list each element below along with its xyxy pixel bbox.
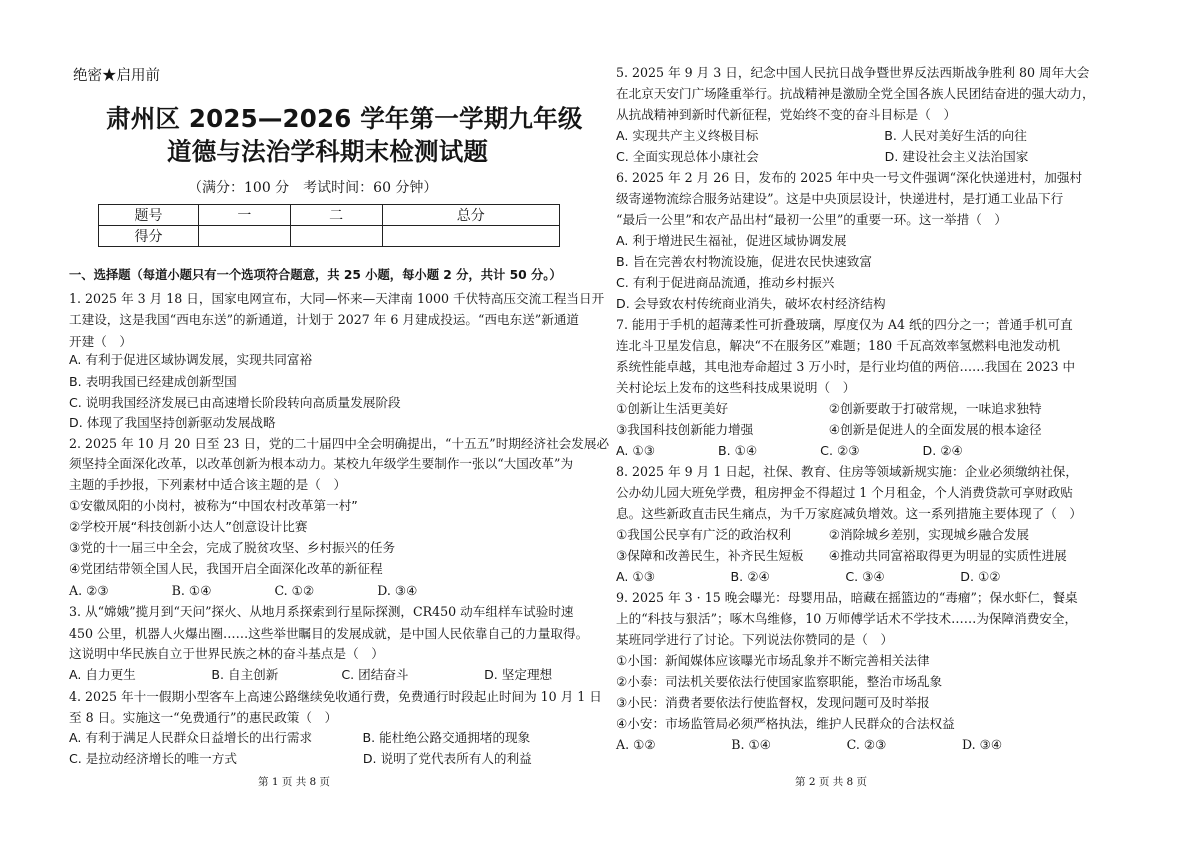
- question-line: 系统性能卓越，其电池寿命超过 3 万小时，是行业均值的两倍……我国在 2023 中: [616, 359, 1076, 374]
- question-line: “最后一公里”和农产品出村“最初一公里”的重要一环。这一举措（ ）: [616, 212, 1007, 227]
- question-line: 2. 2025 年 10 月 20 日至 23 日，党的二十届四中全会明确提出，“十五五”时期经济社会发展必: [69, 436, 610, 451]
- option-line: ③小民：消费者要依法行使监督权，发现问题可及时举报: [616, 695, 930, 710]
- answer-choices: A. ①② B. ①④ C. ②③ D. ③④: [616, 737, 1003, 752]
- option-line: ③保障和改善民生，补齐民生短板 ④推动共同富裕取得更为明显的实质性进展: [616, 548, 1067, 563]
- option-line: C. 是拉动经济增长的唯一方式 D. 说明了党代表所有人的利益: [69, 751, 532, 766]
- question-line: 息。这些新政直击民生痛点，为千万家庭减负增效。这一系列措施主要体现了（ ）: [616, 506, 1082, 521]
- page-footer: 第 2 页 共 8 页: [795, 776, 868, 788]
- question-line: 7. 能用于手机的超薄柔性可折叠玻璃，厚度仅为 A4 纸的四分之一；普通手机可直: [616, 317, 1073, 332]
- option-line: ③我国科技创新能力增强 ④创新是促进人的全面发展的根本途径: [616, 422, 1042, 437]
- question-line: 工建设，这是我国“西电东送”的新通道，计划于 2027 年 6 月建成投运。“西电东送”新通道: [69, 312, 580, 327]
- option-line: ①我国公民享有广泛的政治权利 ②消除城乡差别，实现城乡融合发展: [616, 527, 1029, 542]
- option-line: A. 有利于促进区域协调发展，实现共同富裕: [69, 352, 313, 367]
- option-line: A. 有利于满足人民群众日益增长的出行需求 B. 能杜绝公路交通拥堵的现象: [69, 730, 531, 745]
- exam-info: （满分：100 分 考试时间：60 分钟）: [188, 180, 438, 196]
- question-line: 450 公里，机器人火爆出圈……这些举世瞩目的发展成就，是中国人民依靠自己的力量取得。: [69, 626, 589, 641]
- answer-choices: A. ①③ B. ②④ C. ③④ D. ①②: [616, 569, 1001, 584]
- answer-choices: A. ②③ B. ①④ C. ①② D. ③④: [69, 583, 418, 598]
- score-blank-total[interactable]: [382, 226, 559, 247]
- option-line: ④小安：市场监管局必须严格执法，维护人民群众的合法权益: [616, 716, 955, 731]
- question-line: 公办幼儿园大班免学费，租房押金不得超过 1 个月租金，个人消费贷款可享财政贴: [616, 485, 1073, 500]
- score-table-cell: 题号: [99, 205, 199, 226]
- score-table-score-row: [99, 226, 560, 247]
- question-line: 主题的手抄报，下列素材中适合该主题的是（ ）: [69, 477, 347, 492]
- question-line: 8. 2025 年 9 月 1 日起，社保、教育、住房等领域新规实施：企业必须缴纳社保，: [616, 464, 1078, 479]
- option-line: ①创新让生活更美好 ②创新要敢于打破常规，一味追求独特: [616, 401, 1042, 416]
- score-table: [98, 204, 560, 247]
- option-line: C. 有利于促进商品流通，推动乡村振兴: [616, 275, 835, 290]
- answer-choices: A. ①③ B. ①④ C. ②③ D. ②④: [616, 443, 963, 458]
- option-line: ②小泰：司法机关要依法行使国家监察职能，整治市场乱象: [616, 674, 943, 689]
- exam-page-2: [600, 0, 1200, 849]
- question-line: 至 8 日。实施这一“免费通行”的惠民政策（ ）: [69, 710, 338, 725]
- question-line: 某班同学进行了讨论。下列说法你赞同的是（ ）: [616, 632, 894, 647]
- question-line: 连北斗卫星发信息，解决“不在服务区”难题；180 千瓦高效率氢燃料电池发动机: [616, 338, 1060, 353]
- question-line: 在北京天安门广场隆重举行。抗战精神是激励全党全国各族人民团结奋进的强大动力，: [616, 86, 1095, 101]
- option-line: ③党的十一届三中全会，完成了脱贫攻坚、乡村振兴的任务: [69, 540, 396, 555]
- question-line: 须坚持全面深化改革，以改革创新为根本动力。某校九年级学生要制作一张以“大国改革”为: [69, 456, 574, 471]
- option-line: C. 全面实现总体小康社会 D. 建设社会主义法治国家: [616, 149, 1029, 164]
- option-line: B. 旨在完善农村物流设施，促进农民快速致富: [616, 254, 872, 269]
- question-line: 从抗战精神到新时代新征程，党始终不变的奋斗目标是（ ）: [616, 107, 957, 122]
- score-table-header-row: [99, 205, 560, 226]
- page-footer: 第 1 页 共 8 页: [258, 776, 331, 788]
- question-line: 级寄递物流综合服务站建设”。这是中央顶层设计，快递进村，是打通工业品下行: [616, 191, 1064, 206]
- score-table-cell: 总分: [382, 205, 559, 226]
- question-line: 4. 2025 年十一假期小型客车上高速公路继续免收通行费，免费通行时段起止时间为 10 月 1 日: [69, 689, 602, 704]
- question-line: 这说明中华民族自立于世界民族之林的奋斗基点是（ ）: [69, 646, 384, 661]
- question-line: 上的“科技与狠活”；啄木鸟维修，10 万师傅学话术不学技术……为保障消费安全，: [616, 611, 1078, 626]
- question-line: 6. 2025 年 2 月 26 日，发布的 2025 年中央一号文件强调“深化快递进村，加强村: [616, 170, 1083, 185]
- question-line: 关村论坛上发布的这些科技成果说明（ ）: [616, 380, 856, 395]
- option-line: ②学校开展“科技创新小达人”创意设计比赛: [69, 519, 308, 534]
- option-line: B. 表明我国已经建成创新型国: [69, 374, 237, 389]
- option-line: A. 利于增进民生福祉，促进区域协调发展: [616, 233, 847, 248]
- exam-title-line1: 肃州区 2025—2026 学年第一学期九年级: [106, 104, 583, 133]
- answer-choices: A. 自力更生 B. 自主创新 C. 团结奋斗 D. 坚定理想: [69, 667, 553, 682]
- option-line: D. 体现了我国坚持创新驱动发展战略: [69, 415, 276, 430]
- score-blank-1[interactable]: [199, 226, 291, 247]
- question-line: 9. 2025 年 3 · 15 晚会曝光：母婴用品，暗藏在摇篮边的“毒瘤”；保水虾仁，餐桌: [616, 590, 1078, 605]
- option-line: ①小国：新闻媒体应该曝光市场乱象并不断完善相关法律: [616, 653, 930, 668]
- question-line: 5. 2025 年 9 月 3 日，纪念中国人民抗日战争暨世界反法西斯战争胜利 80 周年大会: [616, 65, 1090, 80]
- exam-title-line2: 道德与法治学科期末检测试题: [167, 137, 489, 166]
- option-line: ④党团结带领全国人民，我国开启全面深化改革的新征程: [69, 561, 383, 576]
- option-line: D. 会导致农村传统商业消失，破坏农村经济结构: [616, 296, 886, 311]
- confidential-mark: 绝密★启用前: [73, 68, 160, 84]
- score-table-cell: 一: [199, 205, 291, 226]
- score-blank-2[interactable]: [290, 226, 382, 247]
- section-heading: 一、选择题（每道小题只有一个选项符合题意，共 25 小题，每小题 2 分，共计 50 分。）: [69, 268, 562, 282]
- score-table-cell: 得分: [99, 226, 199, 247]
- option-line: A. 实现共产主义终极目标 B. 人民对美好生活的向往: [616, 128, 1027, 143]
- question-line: 开建（ ）: [69, 334, 132, 349]
- option-line: ①安徽凤阳的小岗村，被称为“中国农村改革第一村”: [69, 498, 358, 513]
- score-table-cell: 二: [290, 205, 382, 226]
- option-line: C. 说明我国经济发展已由高速增长阶段转向高质量发展阶段: [69, 395, 401, 410]
- question-line: 3. 从“嫦娥”揽月到“天问”探火、从地月系探索到行星际探测，CR450 动车组样车试验时速: [69, 604, 574, 619]
- question-line: 1. 2025 年 3 月 18 日，国家电网宣布，大同—怀来—天津南 1000 千伏特高压交流工程当日开: [69, 291, 605, 306]
